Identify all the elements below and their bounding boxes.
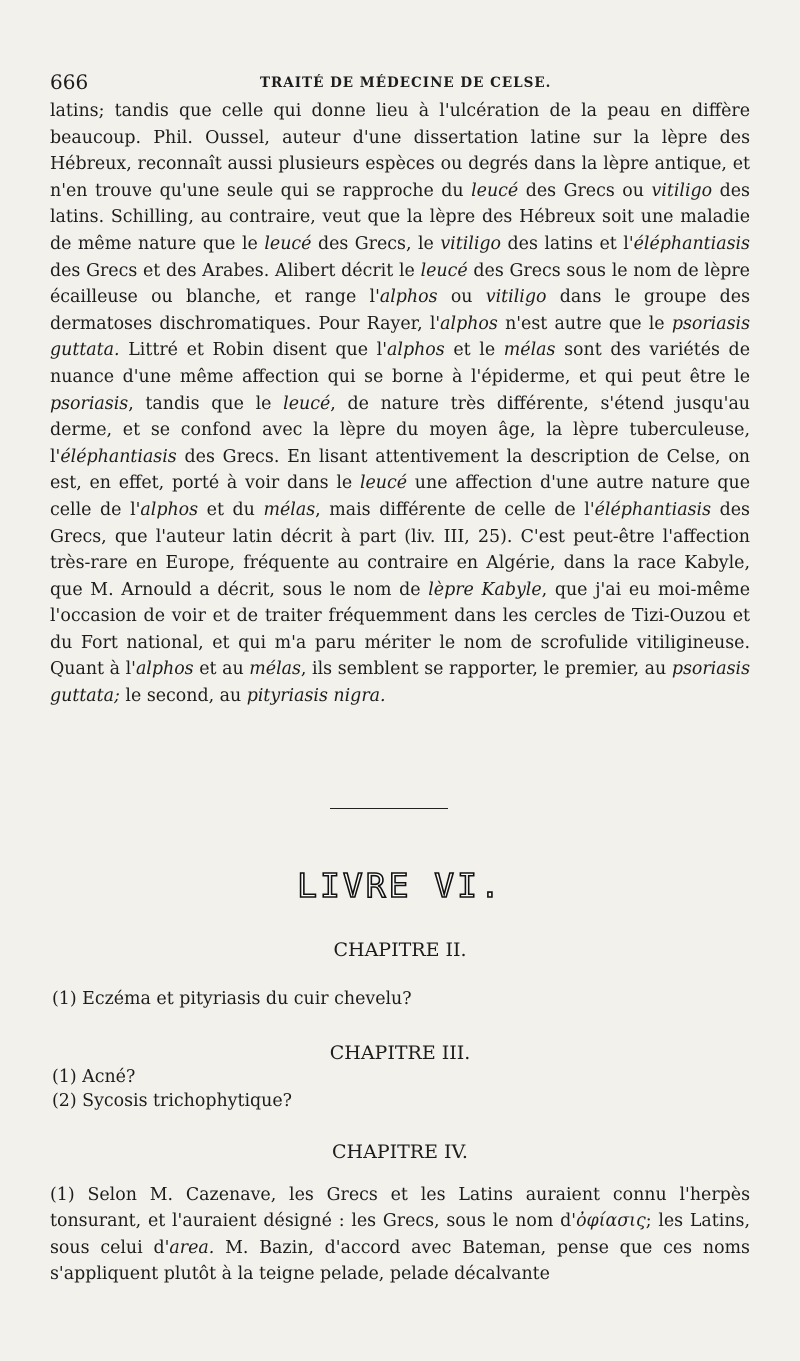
- chapter-3-note-2: (2) Sycosis trichophytique?: [52, 1091, 292, 1111]
- section-divider: [330, 808, 448, 809]
- chapter-4-note-1: (1) Selon M. Cazenave, les Grecs et les Latins auraient connu l'herpès tonsurant, et l'auraient désigné : les Grecs, sous le nom d'ὀφίασις; les Latins, sous celui d'area. M. Bazin, d'accord avec Bateman, pense que ces noms s'appliquent plutôt à la teigne pelade, pelade décalvante: [50, 1185, 750, 1285]
- chapter-2-note-1: (1) Eczéma et pityriasis du cuir chevelu?: [52, 989, 412, 1009]
- running-title: TRAITÉ DE MÉDECINE DE CELSE.: [260, 75, 552, 91]
- main-paragraph: latins; tandis que celle qui donne lieu à l'ulcération de la peau en diffère beaucoup. Phil. Oussel, auteur d'une dissertation latine sur la lèpre des Hébreux, reconnaît aussi plusieurs espèces ou degrés dans la lèpre antique, et n'en trouve qu'une seule qui se rapproche du leucé des Grecs ou vitiligo des latins. Schilling, au contraire, veut que la lèpre des Hébreux soit une maladie de même nature que le leucé des Grecs, le vitiligo des latins et l'éléphantiasis des Grecs et des Arabes. Alibert décrit le leucé des Grecs sous le nom de lèpre écailleuse ou blanche, et range l'alphos ou vitiligo dans le groupe des dermatoses dischromatiques. Pour Rayer, l'alphos n'est autre que le psoriasis guttata. Littré et Robin disent que l'alphos et le mélas sont des variétés de nuance d'une même affection qui se borne à l'épiderme, et qui peut être le psoriasis, tandis que le leucé, de nature très différente, s'étend jusqu'au derme, et se confond avec la lèpre du moyen âge, la lèpre tuberculeuse, l'éléphantiasis des Grecs. En lisant attentivement la description de Celse, on est, en effet, porté à voir dans le leucé une affection d'une autre nature que celle de l'alphos et du mélas, mais différente de celle de l'éléphantiasis des Grecs, que l'auteur latin décrit à part (liv. III, 25). C'est peut-être l'affection très-rare en Europe, fréquente au contraire en Algérie, dans la race Kabyle, que M. Arnould a décrit, sous le nom de lèpre Kabyle, que j'ai eu moi-même l'occasion de voir et de traiter fréquemment dans les cercles de Tizi-Ouzou et du Fort national, et qui m'a paru mériter le nom de scrofulide vitiligineuse. Quant à l'alphos et au mélas, ils semblent se rapporter, le premier, au psoriasis guttata; le second, au pityriasis nigra.: [50, 101, 751, 707]
- chapter-4-heading: CHAPITRE IV.: [332, 1141, 468, 1163]
- page-number: 666: [50, 70, 89, 94]
- page-header: [50, 70, 750, 94]
- chapter-2-heading: CHAPITRE II.: [333, 939, 467, 961]
- chapter-3-heading: CHAPITRE III.: [329, 1042, 471, 1064]
- chapter-3-note-1: (1) Acné?: [52, 1067, 136, 1087]
- book-title: LIVRE VI.: [297, 866, 503, 905]
